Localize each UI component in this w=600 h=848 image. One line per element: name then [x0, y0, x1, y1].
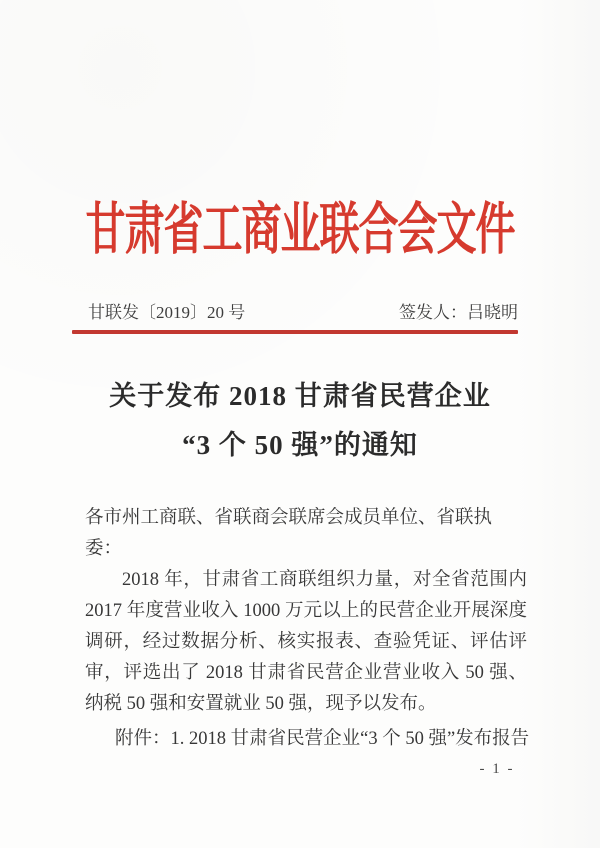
body-paragraph: 2018 年，甘肃省工商联组织力量，对全省范围内 2017 年度营业收入 1000 万元以上的民营企业开展深度调研，经过数据分析、核实报表、查验凭证、评估评审，评选出了 2018 甘肃省民营企业营业收入 50 强、纳税 50 强和安置就业 50 强，现予以发布。	[85, 570, 527, 714]
issuer-name: 签发人：吕晓明	[399, 303, 518, 322]
red-separator-line	[72, 330, 518, 334]
document-header-title: 甘肃省工商业联合会文件	[85, 198, 515, 261]
document-body	[85, 503, 527, 720]
page-number: - 1 -	[479, 761, 515, 777]
document-title-line2: “3 个 50 强”的通知	[182, 430, 418, 460]
document-number: 甘联发〔2019〕20 号	[88, 303, 246, 322]
document-title	[0, 372, 600, 470]
salutation-line: 各市州工商联、省联商会联席会成员单位、省联执委：	[85, 508, 493, 559]
attachment-line: 附件：1. 2018 甘肃省民营企业“3 个 50 强”发布报告	[115, 729, 530, 749]
document-number-row	[88, 303, 518, 323]
document-title-line1: 关于发布 2018 甘肃省民营企业	[109, 381, 491, 411]
